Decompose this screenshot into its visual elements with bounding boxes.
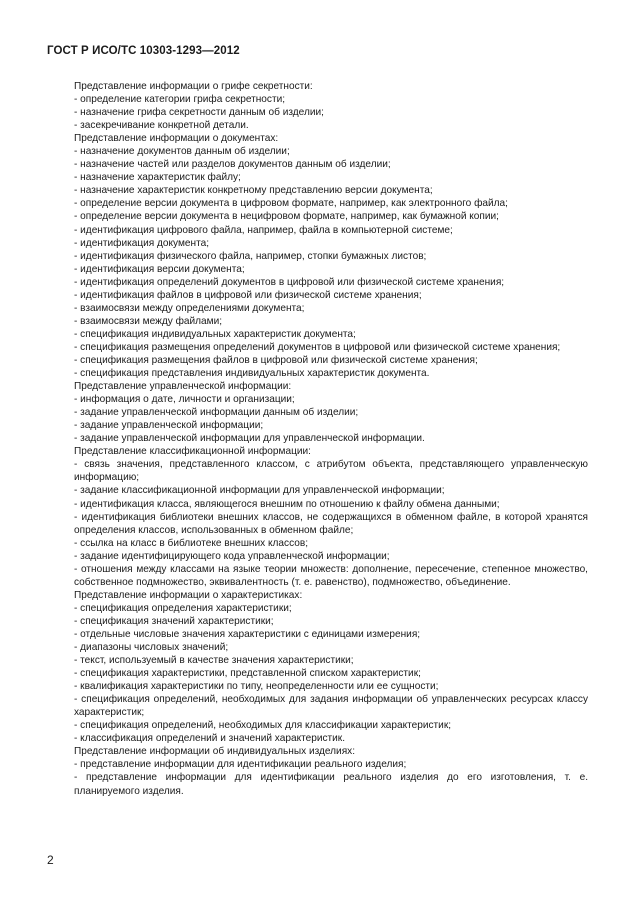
list-item: - ссылка на класс в библиотеке внешних классов;: [74, 537, 309, 549]
document-body: [48, 80, 588, 798]
list-item: - связь значения, представленного классом, с атрибутом объекта, представляющего управленческую информацию;: [74, 459, 588, 484]
list-item: - взаимосвязи между определениями документа;: [74, 302, 305, 314]
list-item: - диапазоны числовых значений;: [74, 642, 229, 654]
section-heading: Представление информации о документах:: [74, 133, 279, 145]
list-item: - задание классификационной информации для управленческой информации;: [74, 485, 445, 497]
list-item: - спецификация размещения файлов в цифровой или физической системе хранения;: [74, 354, 478, 366]
section-heading: Представление информации об индивидуальных изделиях:: [74, 746, 356, 758]
list-item: - спецификация представления индивидуальных характеристик документа.: [74, 368, 430, 380]
list-item: - идентификация документа;: [74, 237, 210, 249]
list-item: - назначение документов данным об изделии;: [74, 146, 290, 158]
list-item: - идентификация файлов в цифровой или физической системе хранения;: [74, 289, 422, 301]
list-item: - задание управленческой информации для управленческой информации.: [74, 433, 425, 445]
list-item: - назначение характеристик конкретному представлению версии документа;: [74, 185, 433, 197]
list-item: - идентификация физического файла, например, стопки бумажных листов;: [74, 250, 427, 262]
list-item: - идентификация библиотеки внешних классов, не содержащихся в обменном файле, в которой хранятся определения классов, использованных в обменном файле;: [74, 511, 588, 536]
list-item: - назначение характеристик файлу;: [74, 172, 241, 184]
section-heading: Представление управленческой информации:: [74, 381, 292, 393]
list-item: - определение версии документа в нецифровом формате, например, как бумажной копии;: [74, 211, 499, 223]
list-item: - задание управленческой информации;: [74, 420, 264, 432]
section-heading: Представление классификационной информации:: [74, 446, 311, 458]
list-item: - назначение частей или разделов документов данным об изделии;: [74, 159, 391, 171]
list-item: - представление информации для идентификации реального изделия;: [74, 759, 407, 771]
list-item: - задание идентифицирующего кода управленческой информации;: [74, 550, 390, 562]
list-item: - идентификация версии документа;: [74, 263, 245, 275]
list-item: - идентификация класса, являющегося внешним по отношению к файлу обмена данными;: [74, 498, 500, 510]
list-item: - спецификация размещения определений документов в цифровой или физической системе хранения;: [74, 341, 561, 353]
list-item: - спецификация значений характеристики;: [74, 615, 274, 627]
list-item: - отдельные числовые значения характеристики с единицами измерения;: [74, 628, 421, 640]
list-item: - спецификация определений, необходимых для классификации характеристик;: [74, 720, 452, 732]
list-item: - назначение грифа секретности данным об изделии;: [74, 107, 324, 119]
list-item: - идентификация цифрового файла, например, файла в компьютерной системе;: [74, 224, 453, 236]
list-item: - спецификация определений, необходимых для задания информации об управленческих ресурсах классу характеристик;: [74, 694, 588, 719]
list-item: - спецификация характеристики, представленной списком характеристик;: [74, 668, 421, 680]
list-item: - идентификация определений документов в цифровой или физической системе хранения;: [74, 276, 505, 288]
list-item: - текст, используемый в качестве значения характеристики;: [74, 655, 354, 667]
list-item: - информация о дате, личности и организации;: [74, 394, 295, 406]
section-heading: Представление информации о характеристиках:: [74, 589, 303, 601]
list-item: - засекречивание конкретной детали.: [74, 120, 249, 132]
list-item: - классификация определений и значений характеристик.: [74, 733, 345, 745]
section-heading: Представление информации о грифе секретности:: [74, 81, 313, 92]
list-item: - отношения между классами на языке теории множеств: дополнение, пересечение, степенное множество, собственное подмножество, эквивалентность (т. е. равенство), подмножество, объединение.: [74, 563, 588, 588]
list-item: - спецификация определения характеристики;: [74, 602, 292, 614]
list-item: - определение категории грифа секретности;: [74, 94, 286, 106]
list-item: - спецификация индивидуальных характеристик документа;: [74, 328, 356, 340]
list-item: - представление информации для идентификации реального изделия до его изготовления, т. е. планируемого изделия.: [74, 772, 588, 797]
list-item: - задание управленческой информации данным об изделии;: [74, 407, 359, 419]
document-header: ГОСТ Р ИСО/ТС 10303-1293—2012: [47, 45, 240, 57]
list-item: - определение версии документа в цифровом формате, например, как электронного файла;: [74, 198, 508, 210]
page-number: 2: [47, 853, 54, 867]
list-item: - квалификация характеристики по типу, неопределенности или ее сущности;: [74, 681, 439, 693]
list-item: - взаимосвязи между файлами;: [74, 315, 223, 327]
